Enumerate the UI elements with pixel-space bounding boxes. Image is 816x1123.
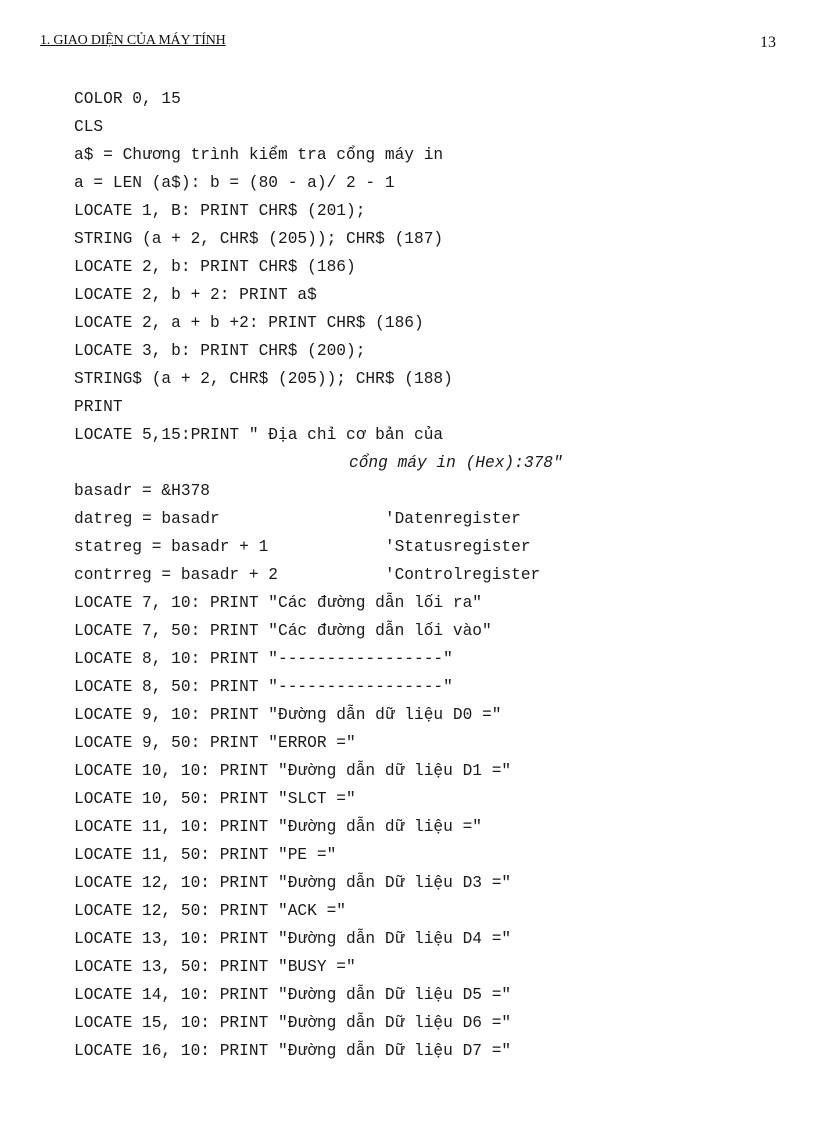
code-line: STRING$ (a + 2, CHR$ (205)); CHR$ (188): [74, 370, 453, 388]
code-line: LOCATE 10, 10: PRINT "Đường dẫn dữ liệu D1 =": [74, 762, 512, 780]
code-line: a = LEN (a$): b = (80 - a)/ 2 - 1: [74, 174, 395, 192]
code-line: LOCATE 9, 50: PRINT "ERROR =": [74, 734, 356, 752]
code-line: LOCATE 11, 50: PRINT "PE =": [74, 846, 337, 864]
code-line-continuation: cổng máy in (Hex):378": [349, 454, 563, 472]
code-listing: [74, 85, 563, 1065]
code-line: basadr = &H378: [74, 482, 210, 500]
code-line: LOCATE 16, 10: PRINT "Đường dẫn Dữ liệu D7 =": [74, 1042, 512, 1060]
code-line: LOCATE 1, B: PRINT CHR$ (201);: [74, 202, 366, 220]
code-line: datreg = basadr 'Datenregister: [74, 510, 521, 528]
code-line: LOCATE 3, b: PRINT CHR$ (200);: [74, 342, 366, 360]
code-line: LOCATE 13, 50: PRINT "BUSY =": [74, 958, 356, 976]
code-line: STRING (a + 2, CHR$ (205)); CHR$ (187): [74, 230, 444, 248]
code-line: PRINT: [74, 398, 123, 416]
code-line: LOCATE 14, 10: PRINT "Đường dẫn Dữ liệu D5 =": [74, 986, 512, 1004]
code-line: LOCATE 5,15:PRINT " Địa chỉ cơ bản của: [74, 426, 444, 444]
code-line: LOCATE 15, 10: PRINT "Đường dẫn Dữ liệu D6 =": [74, 1014, 512, 1032]
code-line: CLS: [74, 118, 104, 136]
code-line: LOCATE 7, 50: PRINT "Các đường dẫn lối vào": [74, 622, 492, 640]
code-line: LOCATE 12, 50: PRINT "ACK =": [74, 902, 346, 920]
code-line: COLOR 0, 15: [74, 90, 181, 108]
code-line: LOCATE 12, 10: PRINT "Đường dẫn Dữ liệu D3 =": [74, 874, 512, 892]
code-line: LOCATE 9, 10: PRINT "Đường dẫn dữ liệu D0 =": [74, 706, 502, 724]
code-line: LOCATE 8, 10: PRINT "-----------------": [74, 650, 453, 668]
code-line: LOCATE 8, 50: PRINT "-----------------": [74, 678, 453, 696]
code-line: LOCATE 10, 50: PRINT "SLCT =": [74, 790, 356, 808]
code-line: contrreg = basadr + 2 'Controlregister: [74, 566, 541, 584]
code-line: a$ = Chương trình kiểm tra cổng máy in: [74, 146, 444, 164]
code-line: LOCATE 7, 10: PRINT "Các đường dẫn lối ra": [74, 594, 482, 612]
page-number: 13: [760, 34, 776, 51]
code-line: LOCATE 13, 10: PRINT "Đường dẫn Dữ liệu D4 =": [74, 930, 512, 948]
chapter-header: 1. GIAO DIỆN CỦA MÁY TÍNH: [40, 33, 226, 48]
code-line: LOCATE 2, b + 2: PRINT a$: [74, 286, 317, 304]
code-line: LOCATE 2, a + b +2: PRINT CHR$ (186): [74, 314, 424, 332]
code-line: LOCATE 11, 10: PRINT "Đường dẫn dữ liệu =": [74, 818, 482, 836]
code-line: statreg = basadr + 1 'Statusregister: [74, 538, 531, 556]
code-line: LOCATE 2, b: PRINT CHR$ (186): [74, 258, 356, 276]
